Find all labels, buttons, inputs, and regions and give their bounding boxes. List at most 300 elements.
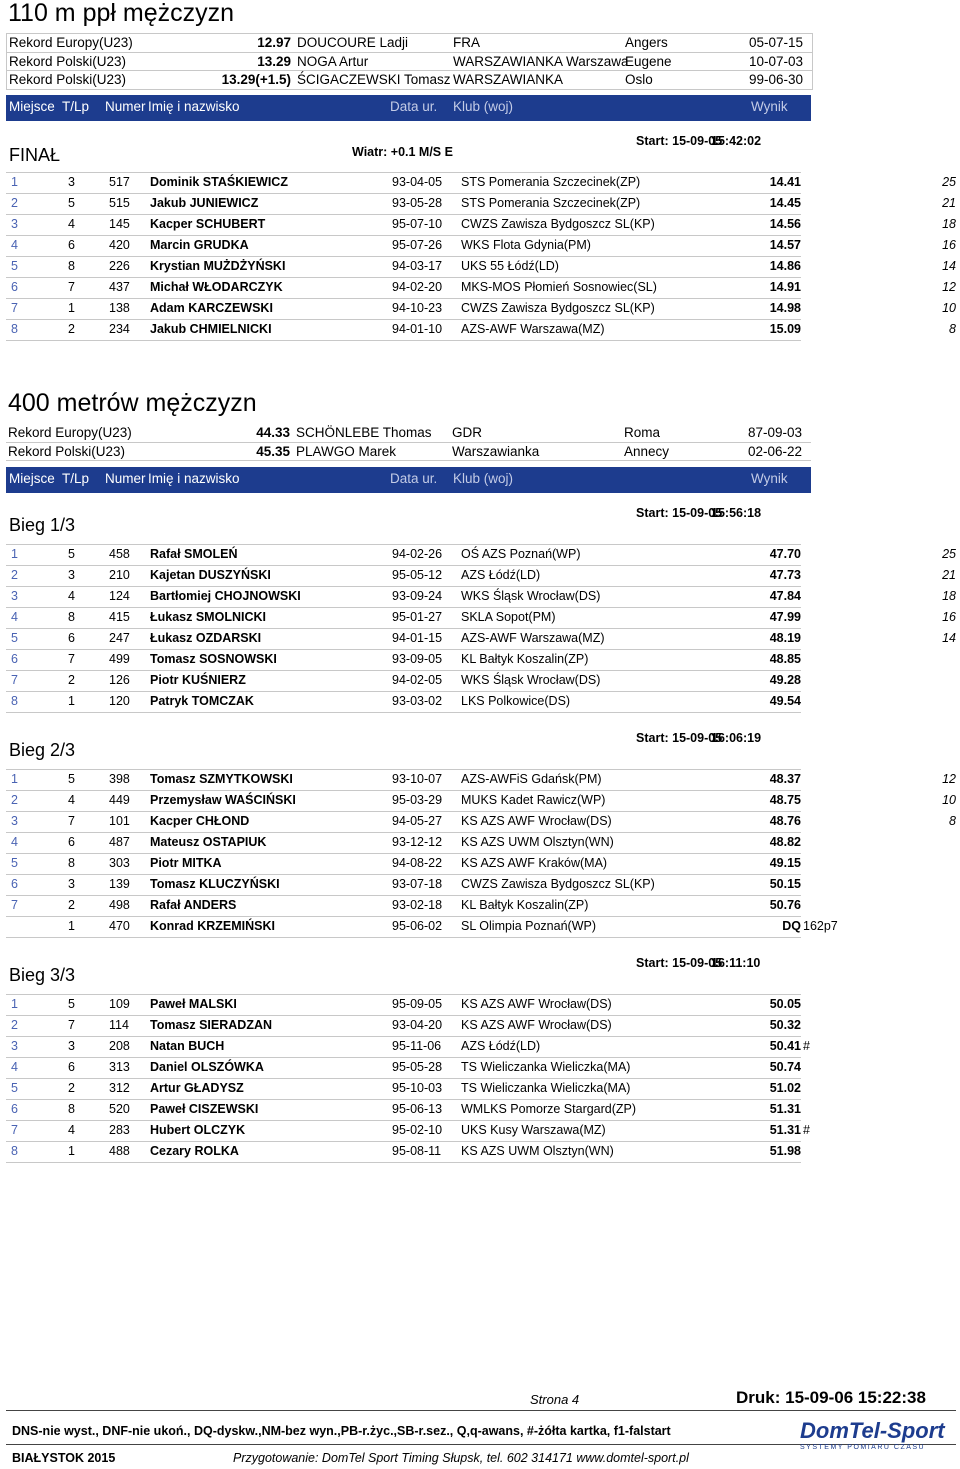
table-header — [6, 95, 811, 121]
result-cell: 48.19 — [769, 631, 801, 645]
lane-cell: 2 — [68, 898, 75, 912]
result-cell: 50.05 — [769, 997, 801, 1011]
table-row — [6, 1142, 801, 1163]
record-city: Oslo — [625, 72, 653, 87]
result-cell: 50.15 — [769, 877, 801, 891]
results-table — [6, 544, 956, 713]
record-date: 87-09-03 — [748, 425, 803, 440]
record-result: 45.35 — [256, 443, 290, 459]
lane-cell: 6 — [68, 1060, 75, 1074]
athlete-name: Piotr KUŚNIERZ — [150, 673, 246, 687]
col-tlp: T/Lp — [62, 99, 90, 114]
birth-date: 95-10-03 — [392, 1081, 443, 1095]
result-cell: 14.91 — [769, 280, 801, 294]
result-cell: 47.73 — [769, 568, 801, 582]
club-cell: OŚ AZS Poznań(WP) — [461, 547, 581, 561]
table-row — [6, 257, 956, 278]
athlete-name: Patryk TOMCZAK — [150, 694, 254, 708]
col-klub: Klub (woj) — [453, 99, 514, 114]
bib-cell: 145 — [109, 217, 130, 231]
bib-cell: 415 — [109, 610, 130, 624]
place-cell: 3 — [11, 814, 18, 828]
result-cell: 48.76 — [769, 814, 801, 828]
club-cell: TS Wieliczanka Wieliczka(MA) — [461, 1081, 631, 1095]
club-cell: KS AZS AWF Wrocław(DS) — [461, 997, 612, 1011]
birth-date: 94-10-23 — [392, 301, 443, 315]
athlete-name: Łukasz OZDARSKI — [150, 631, 262, 645]
club-cell: AZS-AWF Warszawa(MZ) — [461, 631, 605, 645]
table-row — [6, 769, 956, 791]
bib-cell: 126 — [109, 673, 130, 687]
lane-cell: 3 — [68, 175, 75, 189]
start-label: Start: 15-09-05 — [636, 731, 723, 745]
bib-cell: 234 — [109, 322, 130, 336]
birth-date: 94-08-22 — [392, 856, 443, 870]
table-row — [6, 1016, 801, 1037]
athlete-name: Konrad KRZEMIŃSKI — [150, 919, 275, 933]
wind-info: Wiatr: +0.1 M/S E — [352, 145, 453, 159]
record-label: Rekord Polski(U23) — [9, 53, 127, 69]
record-club: FRA — [453, 35, 480, 50]
place-cell: 8 — [11, 1144, 18, 1158]
points-cell: 10 — [942, 793, 956, 807]
club-cell: AZS-AWF Warszawa(MZ) — [461, 322, 605, 336]
heat-title: FINAŁ — [9, 145, 61, 165]
place-cell: 1 — [11, 175, 18, 189]
note-cell: # — [803, 1123, 810, 1137]
lane-cell: 5 — [68, 772, 75, 786]
result-cell: 50.32 — [769, 1018, 801, 1032]
points-cell: 10 — [942, 301, 956, 315]
bib-cell: 470 — [109, 919, 130, 933]
record-date: 05-07-15 — [749, 35, 804, 50]
birth-date: 95-06-13 — [392, 1102, 443, 1116]
records-block — [6, 424, 811, 461]
result-cell: 50.74 — [769, 1060, 801, 1074]
col-wynik: Wynik — [751, 471, 788, 486]
start-label: Start: 15-09-05 — [636, 506, 723, 520]
record-result: 13.29 — [257, 53, 291, 69]
results-table — [6, 769, 956, 938]
lane-cell: 5 — [68, 997, 75, 1011]
heat-title: Bieg 1/3 — [9, 515, 76, 535]
points-cell: 18 — [942, 217, 956, 231]
athlete-name: Tomasz KLUCZYŃSKI — [150, 877, 280, 891]
place-cell: 4 — [11, 238, 18, 252]
club-cell: AZS Łódź(LD) — [461, 1039, 541, 1053]
result-cell: 15.09 — [769, 322, 801, 336]
club-cell: KL Bałtyk Koszalin(ZP) — [461, 652, 589, 666]
lane-cell: 6 — [68, 238, 75, 252]
table-row — [6, 1121, 810, 1142]
lane-cell: 2 — [68, 1081, 75, 1095]
table-row — [6, 833, 801, 854]
birth-date: 93-02-18 — [392, 898, 443, 912]
result-cell: 51.98 — [769, 1144, 801, 1158]
page-number: Strona 4 — [530, 1392, 580, 1407]
record-club: Warszawianka — [452, 443, 540, 459]
lane-cell: 5 — [68, 196, 75, 210]
athlete-name: Marcin GRUDKA — [150, 238, 249, 252]
lane-cell: 7 — [68, 652, 75, 666]
result-cell: 48.85 — [769, 652, 801, 666]
athlete-name: Dominik STAŚKIEWICZ — [150, 175, 288, 189]
note-cell: 162p7 — [803, 919, 838, 933]
start-time: 15:56:18 — [711, 506, 762, 520]
table-row — [6, 671, 801, 692]
athlete-name: Bartłomiej CHOJNOWSKI — [150, 589, 301, 603]
result-cell: 14.56 — [769, 217, 801, 231]
points-cell: 8 — [949, 814, 956, 828]
birth-date: 95-08-11 — [392, 1144, 442, 1158]
athlete-name: Przemysław WAŚCIŃSKI — [150, 793, 296, 807]
record-club: WARSZAWIANKA — [453, 72, 564, 87]
result-cell: 48.82 — [769, 835, 801, 849]
lane-cell: 1 — [68, 301, 75, 315]
athlete-name: Adam KARCZEWSKI — [150, 301, 273, 315]
table-row — [6, 215, 956, 236]
athlete-name: Jakub CHMIELNICKI — [150, 322, 272, 336]
athlete-name: Hubert OLCZYK — [150, 1123, 246, 1137]
place-cell: 6 — [11, 280, 18, 294]
lane-cell: 3 — [68, 1039, 75, 1053]
bib-cell: 498 — [109, 898, 130, 912]
lane-cell: 6 — [68, 631, 75, 645]
record-result: 44.33 — [256, 425, 290, 440]
record-date: 02-06-22 — [748, 443, 803, 459]
lane-cell: 8 — [68, 1102, 75, 1116]
record-row — [7, 34, 812, 53]
place-cell: 7 — [11, 301, 18, 315]
start-time: 15:42:02 — [711, 134, 762, 148]
bib-cell: 247 — [109, 631, 130, 645]
points-cell: 16 — [942, 238, 956, 252]
athlete-name: Rafał ANDERS — [150, 898, 237, 912]
bib-cell: 499 — [109, 652, 130, 666]
birth-date: 95-07-10 — [392, 217, 443, 231]
athlete-name: Tomasz SOSNOWSKI — [150, 652, 277, 666]
club-cell: LKS Polkowice(DS) — [461, 694, 571, 708]
bib-cell: 226 — [109, 259, 130, 273]
birth-date: 95-06-02 — [392, 919, 443, 933]
bib-cell: 398 — [109, 772, 130, 786]
lane-cell: 3 — [68, 568, 75, 582]
table-row — [6, 650, 801, 671]
record-row — [6, 424, 811, 443]
athlete-name: Cezary ROLKA — [150, 1144, 239, 1158]
place-cell: 4 — [11, 610, 18, 624]
result-cell: 14.41 — [769, 175, 801, 189]
place-cell: 7 — [11, 898, 18, 912]
results-table — [6, 172, 956, 341]
club-cell: KS AZS UWM Olsztyn(WN) — [461, 835, 614, 849]
athlete-name: Piotr MITKA — [150, 856, 222, 870]
record-athlete: PLAWGO Marek — [296, 443, 397, 459]
table-row — [6, 896, 801, 917]
result-cell: 50.41 — [769, 1039, 801, 1053]
heat-title: Bieg 3/3 — [9, 965, 76, 985]
place-cell: 8 — [11, 322, 18, 336]
club-cell: AZS-AWFiS Gdańsk(PM) — [461, 772, 602, 786]
points-cell: 25 — [942, 547, 956, 561]
birth-date: 95-07-26 — [392, 238, 443, 252]
table-row — [6, 320, 956, 341]
table-row — [6, 1037, 810, 1058]
club-cell: STS Pomerania Szczecinek(ZP) — [461, 196, 641, 210]
lane-cell: 4 — [68, 217, 75, 231]
birth-date: 94-03-17 — [392, 259, 443, 273]
print-date: Druk: 15-09-06 15:22:38 — [736, 1388, 926, 1407]
place-cell: 1 — [11, 772, 18, 786]
athlete-name: Rafał SMOLEŃ — [150, 547, 238, 561]
start-label: Start: 15-09-05 — [636, 134, 723, 148]
record-row — [7, 53, 812, 72]
place-cell: 2 — [11, 793, 18, 807]
bib-cell: 458 — [109, 547, 130, 561]
table-row — [6, 608, 956, 629]
place-cell: 5 — [11, 856, 18, 870]
record-athlete: SCHÖNLEBE Thomas — [296, 425, 432, 440]
lane-cell: 8 — [68, 610, 75, 624]
table-row — [6, 917, 838, 938]
birth-date: 93-09-24 — [392, 589, 443, 603]
lane-cell: 6 — [68, 835, 75, 849]
table-row — [6, 812, 956, 833]
table-row — [6, 278, 956, 299]
col-miejsce: Miejsce — [9, 99, 55, 114]
record-row — [6, 443, 811, 462]
start-label: Start: 15-09-05 — [636, 956, 723, 970]
club-cell: CWZS Zawisza Bydgoszcz SL(KP) — [461, 217, 655, 231]
athlete-name: Jakub JUNIEWICZ — [150, 196, 259, 210]
table-row — [6, 194, 956, 215]
lane-cell: 7 — [68, 1018, 75, 1032]
record-city: Annecy — [624, 443, 670, 459]
bib-cell: 520 — [109, 1102, 130, 1116]
col-klub: Klub (woj) — [453, 471, 514, 486]
place-cell: 4 — [11, 1060, 18, 1074]
result-cell: 51.31 — [769, 1123, 801, 1137]
table-row — [6, 1079, 801, 1100]
place-cell: 5 — [11, 259, 18, 273]
birth-date: 94-02-26 — [392, 547, 443, 561]
lane-cell: 1 — [68, 919, 75, 933]
athlete-name: Paweł CISZEWSKI — [150, 1102, 259, 1116]
athlete-name: Mateusz OSTAPIUK — [150, 835, 267, 849]
club-cell: AZS Łódź(LD) — [461, 568, 541, 582]
place-cell: 1 — [11, 547, 18, 561]
birth-date: 95-03-29 — [392, 793, 443, 807]
points-cell: 18 — [942, 589, 956, 603]
club-cell: WKS Śląsk Wrocław(DS) — [461, 673, 601, 687]
place-cell: 5 — [11, 1081, 18, 1095]
club-cell: SL Olimpia Poznań(WP) — [461, 919, 596, 933]
record-athlete: DOUCOURE Ladji — [297, 35, 409, 50]
table-row — [6, 587, 956, 608]
table-row — [6, 629, 956, 650]
result-cell: 14.57 — [769, 238, 801, 252]
lane-cell: 1 — [68, 1144, 75, 1158]
athlete-name: Artur GŁADYSZ — [150, 1081, 244, 1095]
bib-cell: 487 — [109, 835, 130, 849]
start-info — [636, 956, 761, 970]
points-cell: 16 — [942, 610, 956, 624]
table-row — [6, 172, 956, 194]
col-tlp: T/Lp — [62, 471, 90, 486]
lane-cell: 4 — [68, 589, 75, 603]
table-row — [6, 692, 801, 713]
points-cell: 12 — [942, 280, 956, 294]
club-cell: SKLA Sopot(PM) — [461, 610, 556, 624]
lane-cell: 1 — [68, 694, 75, 708]
birth-date: 93-07-18 — [392, 877, 443, 891]
table-row — [6, 566, 956, 587]
bib-cell: 437 — [109, 280, 130, 294]
bib-cell: 114 — [109, 1018, 129, 1032]
table-row — [6, 791, 956, 812]
club-cell: TS Wieliczanka Wieliczka(MA) — [461, 1060, 631, 1074]
prepared-by: Przygotowanie: DomTel Sport Timing Słupsk, tel. 602 314171 www.domtel-sport.pl — [233, 1451, 689, 1465]
record-label: Rekord Europy(U23) — [9, 35, 133, 50]
athlete-name: Kacper CHŁOND — [150, 814, 250, 828]
table-row — [6, 544, 956, 566]
club-cell: CWZS Zawisza Bydgoszcz SL(KP) — [461, 301, 655, 315]
place-cell: 3 — [11, 1039, 18, 1053]
athlete-name: Natan BUCH — [150, 1039, 225, 1053]
points-cell: 21 — [942, 196, 956, 210]
athlete-name: Łukasz SMOLNICKI — [150, 610, 266, 624]
athlete-name: Krystian MUŻDŻYŃSKI — [150, 259, 286, 273]
birth-date: 94-02-20 — [392, 280, 443, 294]
table-row — [6, 1058, 801, 1079]
result-cell: DQ — [782, 919, 801, 933]
start-info — [636, 506, 762, 520]
heat-title: Bieg 2/3 — [9, 740, 76, 760]
club-cell: STS Pomerania Szczecinek(ZP) — [461, 175, 641, 189]
results-table — [6, 994, 810, 1163]
col-imie: Imię i nazwisko — [148, 471, 240, 486]
result-cell: 14.86 — [769, 259, 801, 273]
athlete-name: Tomasz SIERADZAN — [150, 1018, 273, 1032]
place-cell: 5 — [11, 631, 18, 645]
event-title: 110 m ppł mężczyzn — [8, 0, 235, 27]
start-info — [636, 731, 762, 745]
lane-cell: 2 — [68, 322, 75, 336]
points-cell: 12 — [942, 772, 956, 786]
bib-cell: 488 — [109, 1144, 130, 1158]
bib-cell: 139 — [109, 877, 130, 891]
club-cell: KL Bałtyk Koszalin(ZP) — [461, 898, 589, 912]
club-cell: KS AZS AWF Wrocław(DS) — [461, 1018, 612, 1032]
col-data: Data ur. — [390, 99, 438, 114]
athlete-name: Paweł MALSKI — [150, 997, 237, 1011]
birth-date: 95-01-27 — [392, 610, 443, 624]
lane-cell: 4 — [68, 1123, 75, 1137]
birth-date: 93-09-05 — [392, 652, 443, 666]
record-label: Rekord Polski(U23) — [8, 443, 126, 459]
bib-cell: 449 — [109, 793, 130, 807]
place-cell: 1 — [11, 997, 18, 1011]
bib-cell: 208 — [109, 1039, 130, 1053]
club-cell: MUKS Kadet Rawicz(WP) — [461, 793, 606, 807]
logo-name-b: -Sport — [879, 1418, 945, 1443]
table-row — [6, 299, 956, 320]
bib-cell: 312 — [109, 1081, 130, 1095]
club-cell: UKS 55 Łódź(LD) — [461, 259, 559, 273]
points-cell: 25 — [942, 175, 956, 189]
place-cell: 6 — [11, 877, 18, 891]
bib-cell: 420 — [109, 238, 130, 252]
points-cell: 8 — [949, 322, 956, 336]
birth-date: 94-05-27 — [392, 814, 443, 828]
club-cell: CWZS Zawisza Bydgoszcz SL(KP) — [461, 877, 655, 891]
record-city: Roma — [624, 425, 661, 440]
col-miejsce: Miejsce — [9, 471, 55, 486]
record-athlete: NOGA Artur — [297, 53, 369, 69]
result-cell: 47.70 — [769, 547, 801, 561]
club-cell: MKS-MOS Płomień Sosnowiec(SL) — [461, 280, 657, 294]
abbreviation-legend: DNS-nie wyst., DNF-nie ukoń., DQ-dyskw.,NM-bez wyn.,PB-r.życ.,SB-r.sez., Q,q-awans, #-żółta kartka, f1-falstart — [12, 1424, 671, 1438]
record-date: 10-07-03 — [749, 53, 804, 69]
table-row — [6, 875, 801, 896]
record-athlete: ŚCIGACZEWSKI Tomasz — [297, 72, 451, 87]
birth-date: 95-05-12 — [392, 568, 443, 582]
lane-cell: 5 — [68, 547, 75, 561]
result-cell: 48.75 — [769, 793, 801, 807]
bib-cell: 283 — [109, 1123, 130, 1137]
club-cell: KS AZS AWF Wrocław(DS) — [461, 814, 612, 828]
table-row — [6, 994, 801, 1016]
result-cell: 51.02 — [769, 1081, 801, 1095]
place-cell: 6 — [11, 1102, 18, 1116]
table-header — [6, 467, 811, 493]
record-result: 13.29(+1.5) — [221, 72, 291, 87]
birth-date: 93-04-05 — [392, 175, 443, 189]
athlete-name: Michał WŁODARCZYK — [150, 280, 283, 294]
col-wynik: Wynik — [751, 99, 788, 114]
club-cell: KS AZS AWF Kraków(MA) — [461, 856, 608, 870]
bib-cell: 109 — [109, 997, 130, 1011]
result-cell: 48.37 — [769, 772, 801, 786]
start-time: 16:06:19 — [711, 731, 762, 745]
record-label: Rekord Polski(U23) — [9, 72, 127, 87]
footer-divider — [6, 1410, 956, 1411]
bib-cell: 515 — [109, 196, 130, 210]
bib-cell: 517 — [109, 175, 130, 189]
birth-date: 93-10-07 — [392, 772, 443, 786]
lane-cell: 8 — [68, 856, 75, 870]
birth-date: 94-01-15 — [392, 631, 443, 645]
bib-cell: 120 — [109, 694, 130, 708]
lane-cell: 2 — [68, 673, 75, 687]
place-cell: 2 — [11, 1018, 18, 1032]
athlete-name: Daniel OLSZÓWKA — [150, 1060, 264, 1074]
bib-cell: 101 — [109, 814, 130, 828]
col-data: Data ur. — [390, 471, 438, 486]
points-cell: 14 — [942, 631, 956, 645]
club-cell: WMLKS Pomorze Stargard(ZP) — [461, 1102, 637, 1116]
birth-date: 95-05-28 — [392, 1060, 443, 1074]
lane-cell: 3 — [68, 877, 75, 891]
result-cell: 14.98 — [769, 301, 801, 315]
lane-cell: 4 — [68, 793, 75, 807]
athlete-name: Kacper SCHUBERT — [150, 217, 266, 231]
result-cell: 14.45 — [769, 196, 801, 210]
birth-date: 93-12-12 — [392, 835, 443, 849]
birth-date: 93-05-28 — [392, 196, 443, 210]
bib-cell: 210 — [109, 568, 130, 582]
place-cell: 4 — [11, 835, 18, 849]
